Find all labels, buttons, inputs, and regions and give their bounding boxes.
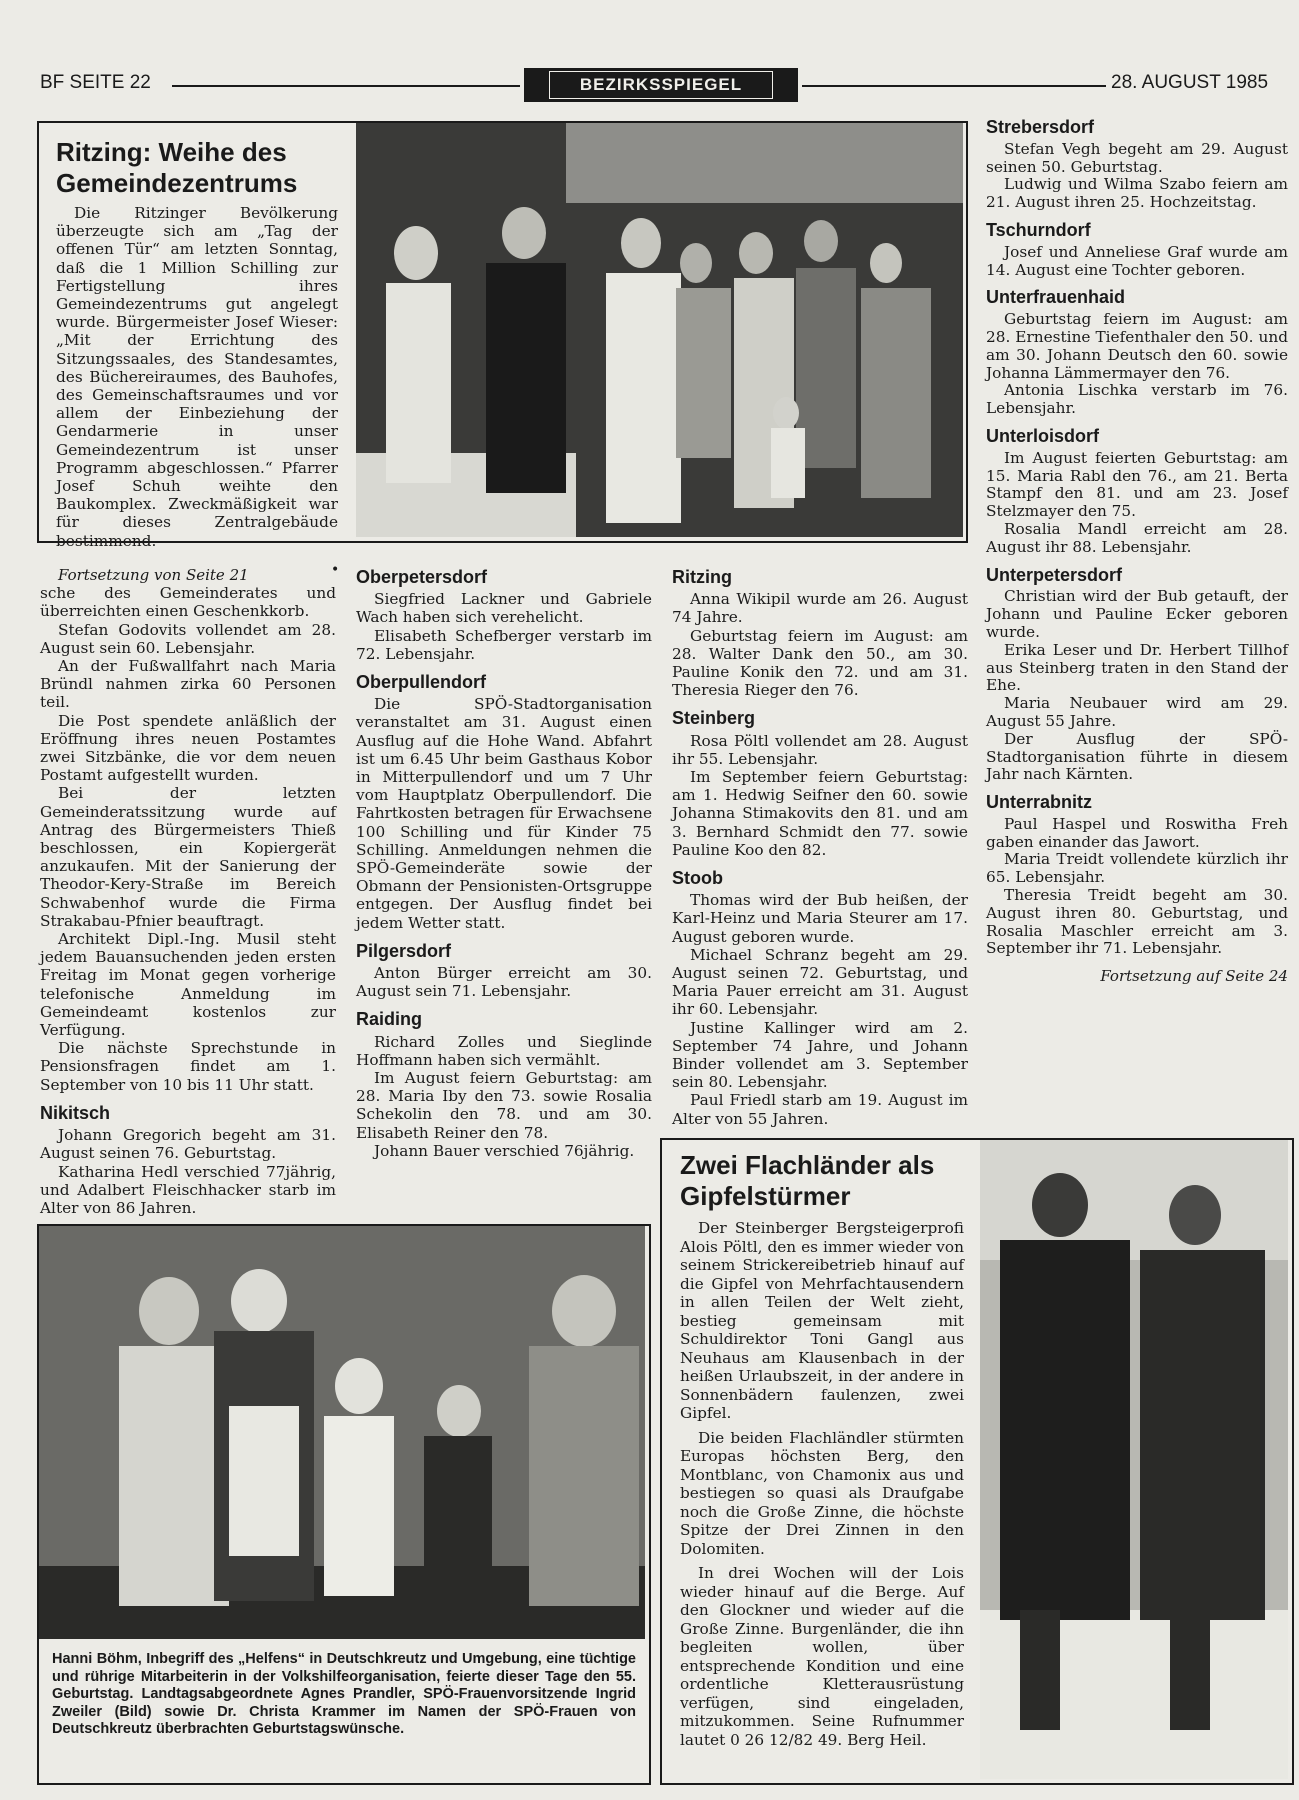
- paragraph: Die beiden Flachländler stürmten Europas höchsten Berg, den Montblanc, von Chamonix aus und bestiegen so quasi als Draufgabe noch die Große Zinne, die höchste Spitze der Drei Zinnen in den Dolomiten.: [680, 1428, 964, 1558]
- birthday-group-photo: [39, 1226, 645, 1639]
- climb-title: Zwei Flachländer als Gipfelstürmer: [680, 1150, 935, 1211]
- paragraph: In drei Wochen will der Lois wieder hinauf auf die Berge. Auf den Glockner und wieder auf die Große Zinne. Burgenländer, die ihn begleiten wollen, über entsprechende Kondition und eine ordentliche Kletterausrüstung verfügen, sind eingeladen, mitzukommen. Seine Rufnummer lautet 0 26 12/82 49. Berg Heil.: [680, 1564, 964, 1749]
- paragraph: Rosa Pöltl vollendet am 28. August ihr 55. Lebensjahr.: [672, 731, 968, 768]
- paragraph: Geburtstag feiern im August: am 28. Ernestine Tiefenthaler den 50. und am 30. Johann Deutsch den 60. sowie Johanna Lämmermayer den 76.: [986, 310, 1288, 382]
- section-heading-oberpullendorf: Oberpullendorf: [356, 672, 486, 693]
- continued-on-note: Fortsetzung auf Seite 24: [1100, 967, 1288, 986]
- lead-title: Ritzing: Weihe des Gemeindezentrums: [56, 137, 298, 198]
- paragraph: Die Post spendete anläßlich der Eröffnung ihres neuen Postamtes zwei Sitzbänke, die vor dem neuen Postamt aufgestellt wurden.: [40, 711, 336, 785]
- paragraph: Der Ausflug der SPÖ-Stadtorganisation führte in diesem Jahr nach Kärnten.: [986, 729, 1288, 784]
- paragraph: Die nächste Sprechstunde in Pensionsfragen findet am 1. September von 10 bis 11 Uhr statt.: [40, 1039, 336, 1094]
- section-heading-raiding: Raiding: [356, 1009, 422, 1030]
- section-badge: [524, 68, 798, 102]
- paragraph: Rosalia Mandl erreicht am 28. August ihr 88. Lebensjahr.: [986, 519, 1288, 556]
- section-heading-ritzing: Ritzing: [672, 567, 732, 587]
- section-heading-strebersdorf: Strebersdorf: [986, 117, 1095, 137]
- section-heading-tschurndorf: Tschurndorf: [986, 219, 1091, 240]
- paragraph: sche des Gemeinderates und überreichten einen Geschenkkorb.: [40, 584, 336, 621]
- paragraph: An der Fußwallfahrt nach Maria Bründl nahmen zirka 60 Personen teil.: [40, 657, 336, 712]
- paragraph: Johann Bauer verschied 76jährig.: [374, 1141, 635, 1160]
- paragraph: Stefan Godovits vollendet am 28. August sein 60. Lebensjahr.: [40, 620, 336, 657]
- paragraph: Im August feiern Geburtstag: am 28. Maria Iby den 73. sowie Rosalia Schekolin den 78. und am 30. Elisabeth Reiner den 78.: [356, 1069, 652, 1142]
- paragraph: Der Steinberger Bergsteigerprofi Alois Pöltl, den es immer wieder von seinem Strickereibetrieb hinauf auf die Gipfel von Mehrfachtausendern in allen Teilen der Welt zieht, bestieg gemeinsam mit Schuldirektor Toni Gangl aus Neuhaus am Klausenbach in der heißen Urlaubszeit, in der andere in Sonnenbädern faulenzen, zwei Gipfel.: [680, 1219, 964, 1422]
- column-3: [672, 568, 968, 1128]
- paragraph: Paul Haspel und Roswitha Freh gaben einander das Jawort.: [986, 814, 1288, 851]
- lead-photo-ceremony: [356, 123, 963, 537]
- paragraph: Geburtstag feiern im August: am 28. Walter Dank den 50., am 30. Pauline Konik den 72. und am 31. Theresia Rieger den 76.: [672, 626, 968, 700]
- page-number: BF SEITE 22: [40, 72, 151, 93]
- paragraph: Antonia Lischka verstarb im 76. Lebensjahr.: [986, 381, 1288, 418]
- paragraph: Anna Wikipil wurde am 26. August 74 Jahre.: [672, 590, 968, 627]
- climbers-photo: [980, 1140, 1288, 1779]
- paragraph: Architekt Dipl.-Ing. Musil steht jedem Bauansuchenden jeden ersten Freitag im Monat gegen vorherige telefonische Anmeldung im Gemeindeamt kostenlos zur Verfügung.: [40, 930, 336, 1040]
- paragraph: Stefan Vegh begeht am 29. August seinen 50. Geburtstag.: [986, 139, 1288, 176]
- paragraph: Elisabeth Schefberger verstarb im 72. Lebensjahr.: [356, 626, 652, 663]
- section-heading-steinberg: Steinberg: [672, 708, 756, 729]
- continued-from-note: Fortsetzung von Seite 21: [58, 566, 249, 584]
- paragraph: Siegfried Lackner und Gabriele Wach haben sich verehelicht.: [356, 590, 652, 627]
- column-4: [986, 119, 1288, 986]
- paragraph: Die SPÖ-Stadtorganisation veranstaltet am 31. August einen Ausflug auf die Hohe Wand. Abfahrt ist um 6.45 Uhr beim Gasthaus Kobor in Mitterpullendorf und um 7 Uhr vom Hauptplatz Oberpullendorf. Die Fahrtkosten betragen für Erwachsene 100 Schilling und für Kinder 75 Schilling. Anmeldungen nehmen die SPÖ-Gemeinderäte sowie der Obmann der Pensionisten-Ortsgruppe entgegen. Der Ausflug findet bei jedem Wetter statt.: [356, 695, 652, 932]
- section-heading-unterpetersdorf: Unterpetersdorf: [986, 564, 1123, 585]
- climb-body: [680, 1219, 964, 1749]
- lead-paragraph: Die Ritzinger Bevölkerung überzeugte sich am „Tag der offenen Tür“ am letzten Sonntag, daß die 1 Million Schilling zur Fertigstellung ihres Gemeindezentrums gut angelegt wurde. Bürgermeister Josef Wieser: „Mit der Errichtung des Sitzungssaales, des Standesamtes, des Büchereiraumes, des Bauhofes, des Gemeinschaftsraumes und vor allem der Einbeziehung der Gendarmerie in unser Gemeindezentrum ist unser Programm abgeschlossen.“ Pfarrer Josef Schuh weihte den Baukomplex. Zweckmäßigkeit war für dieses Zentralgebäude bestimmend.: [56, 204, 338, 550]
- paragraph: Im September feiern Geburtstag: am 1. Hedwig Seifner den 60. sowie Johanna Stimakovits den 81. und am 3. Bernhard Schmidt den 77. sowie Pauline Koo den 82.: [672, 768, 968, 859]
- lead-body: [56, 204, 338, 550]
- header-rule-left: [172, 85, 520, 87]
- birthday-photo-caption: Hanni Böhm, Inbegriff des „Helfens“ in Deutschkreutz und Umgebung, eine tüchtige und rührige Mitarbeiterin in der Volkshilfeorganisation, feierte dieser Tage den 55. Geburtstag. Landtagsabgeordnete Agnes Prandler, SPÖ-Frauenvorsitzende Ingrid Zweiler (Bild) sowie Dr. Christa Krammer im Namen der SPÖ-Frauen von Deutschkreutz überbrachten Geburtstagswünsche.: [52, 1651, 636, 1737]
- paragraph: Johann Gregorich begeht am 31. August seinen 76. Geburtstag.: [40, 1126, 336, 1163]
- paragraph: Theresia Treidt begeht am 30. August ihren 80. Geburtstag, und Rosalia Maschler erreicht am 3. September ihr 71. Lebensjahr.: [986, 886, 1288, 958]
- section-heading-pilgersdorf: Pilgersdorf: [356, 940, 452, 961]
- section-heading-oberpetersdorf: Oberpetersdorf: [356, 567, 488, 587]
- paragraph: Paul Friedl starb am 19. August im Alter von 55 Jahren.: [672, 1091, 968, 1128]
- paragraph: Christian wird der Bub getauft, der Johann und Pauline Ecker geboren wurde.: [986, 587, 1288, 641]
- paragraph: Katharina Hedl verschied 77jährig, und Adalbert Fleischhacker starb im Alter von 86 Jahren.: [40, 1162, 336, 1217]
- paragraph: Anton Bürger erreicht am 30. August sein 71. Lebensjahr.: [356, 964, 652, 1001]
- paragraph: Maria Neubauer wird am 29. August 55 Jahre.: [986, 694, 1288, 730]
- paragraph: Maria Treidt vollendete kürzlich ihr 65. Lebensjahr.: [986, 850, 1288, 887]
- paragraph: Bei der letzten Gemeinderatssitzung wurde auf Antrag des Bürgermeisters Thieß beschlossen, ein Kopiergerät anzukaufen. Mit der Sanierung der Theodor-Kery-Straße im Bereich Schwabenhof wurde die Firma Strakabau-Pfnier beauftragt.: [40, 784, 336, 930]
- column-1: [40, 566, 336, 1217]
- paragraph: Ludwig und Wilma Szabo feiern am 21. August ihren 25. Hochzeitstag.: [986, 175, 1288, 212]
- section-heading-unterrabnitz: Unterrabnitz: [986, 792, 1093, 813]
- section-heading-unterfrauenhaid: Unterfrauenhaid: [986, 287, 1126, 308]
- paragraph: Michael Schranz begeht am 29. August seinen 72. Geburtstag, und Maria Pauer erreicht am 31. August ihr 60. Lebensjahr.: [672, 945, 968, 1019]
- section-heading-nikitsch: Nikitsch: [40, 1102, 111, 1123]
- column-2: [356, 568, 652, 1160]
- paragraph: Erika Leser und Dr. Herbert Tillhof aus Steinberg traten in den Stand der Ehe.: [986, 640, 1288, 695]
- section-heading-unterloisdorf: Unterloisdorf: [986, 425, 1100, 446]
- paragraph: Josef und Anneliese Graf wurde am 14. August eine Tochter geboren.: [986, 242, 1288, 279]
- paragraph: Justine Kallinger wird am 2. September 74 Jahre, und Johann Binder vollendet am 3. September sein 80. Lebensjahr.: [672, 1018, 968, 1092]
- header-rule-right: [802, 85, 1106, 87]
- column-divider-dot: •: [331, 562, 340, 578]
- paragraph: Im August feierten Geburtstag: am 15. Maria Rabl den 76., am 21. Berta Stampf den 81. und am 23. Josef Stelzmayer den 75.: [986, 448, 1288, 521]
- section-badge-label: BEZIRKSSPIEGEL: [549, 71, 773, 99]
- paragraph: Richard Zolles und Sieglinde Hoffmann haben sich vermählt.: [356, 1032, 652, 1069]
- section-heading-stoob: Stoob: [672, 868, 723, 889]
- paragraph: Thomas wird der Bub heißen, der Karl-Heinz und Maria Steurer am 17. August geboren wurde.: [672, 891, 968, 946]
- issue-date: 28. AUGUST 1985: [1111, 72, 1269, 93]
